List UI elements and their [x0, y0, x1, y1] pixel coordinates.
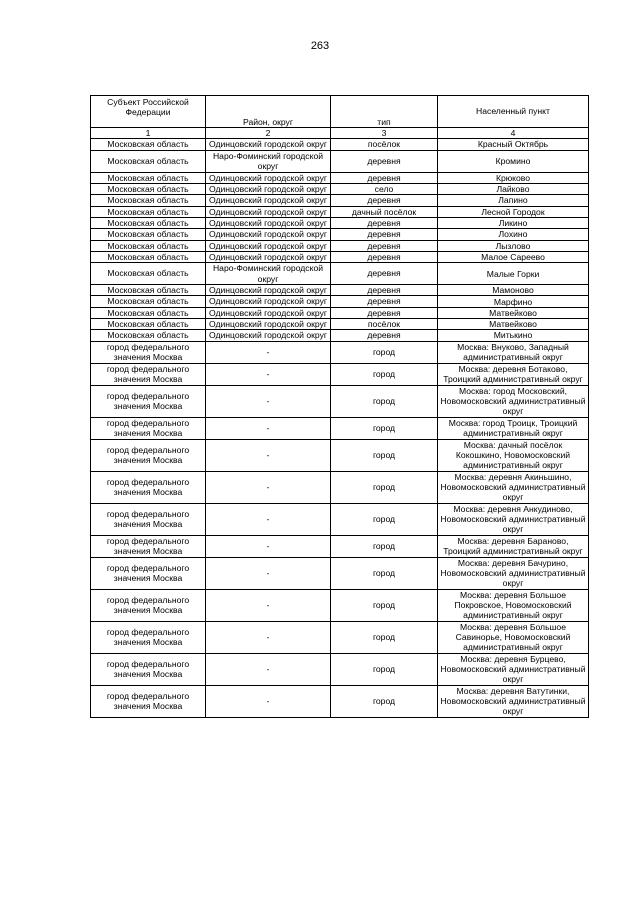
district-cell: Наро-Фоминский городской округ	[206, 263, 331, 285]
table-row	[91, 307, 589, 318]
table-row	[91, 385, 589, 417]
table-row	[91, 229, 589, 240]
table-row	[91, 139, 589, 150]
table-row	[91, 285, 589, 296]
subject-cell: Московская область	[91, 139, 206, 150]
district-cell: Одинцовский городской округ	[206, 251, 331, 262]
subject-cell: Московская область	[91, 206, 206, 217]
subject-cell: город федерального значения Москва	[91, 363, 206, 385]
settlement-cell: Москва: дачный посёлок Кокошкино, Новомосковский административный округ	[438, 439, 589, 471]
page-number: 263	[310, 40, 330, 52]
settlement-cell: Москва: деревня Бурцево, Новомосковский административный округ	[438, 653, 589, 685]
table-row	[91, 183, 589, 194]
subject-cell: город федерального значения Москва	[91, 417, 206, 439]
district-cell: -	[206, 341, 331, 363]
type-cell: деревня	[331, 172, 438, 183]
district-cell: -	[206, 589, 331, 621]
subject-cell: город федерального значения Москва	[91, 341, 206, 363]
district-cell: Одинцовский городской округ	[206, 240, 331, 251]
subject-cell: Московская область	[91, 263, 206, 285]
table-row	[91, 503, 589, 535]
type-cell: город	[331, 557, 438, 589]
subject-cell: Московская область	[91, 217, 206, 228]
settlement-cell: Митькино	[438, 330, 589, 341]
table-row	[91, 417, 589, 439]
district-cell: Наро-Фоминский городской округ	[206, 150, 331, 172]
type-cell: деревня	[331, 195, 438, 206]
type-cell: город	[331, 417, 438, 439]
type-cell: город	[331, 685, 438, 717]
table-row	[91, 471, 589, 503]
type-cell: деревня	[331, 296, 438, 307]
type-cell: деревня	[331, 217, 438, 228]
subject-cell: город федерального значения Москва	[91, 385, 206, 417]
type-cell: город	[331, 439, 438, 471]
district-cell: Одинцовский городской округ	[206, 139, 331, 150]
settlement-cell: Москва: деревня Бачурино, Новомосковский административный округ	[438, 557, 589, 589]
subject-cell: Московская область	[91, 229, 206, 240]
settlement-cell: Лесной Городок	[438, 206, 589, 217]
settlement-cell: Москва: деревня Акиньшино, Новомосковский административный округ	[438, 471, 589, 503]
header-subject: Субъект Российской Федерации	[91, 96, 206, 128]
type-cell: деревня	[331, 330, 438, 341]
type-cell: город	[331, 363, 438, 385]
district-cell: Одинцовский городской округ	[206, 217, 331, 228]
settlement-cell: Красный Октябрь	[438, 139, 589, 150]
district-cell: Одинцовский городской округ	[206, 183, 331, 194]
district-cell: -	[206, 471, 331, 503]
district-cell: Одинцовский городской округ	[206, 285, 331, 296]
column-number: 2	[206, 128, 331, 139]
table-row	[91, 535, 589, 557]
subject-cell: город федерального значения Москва	[91, 589, 206, 621]
table-row	[91, 217, 589, 228]
header-district: Район, округ	[206, 96, 331, 128]
type-cell: деревня	[331, 307, 438, 318]
district-cell: -	[206, 557, 331, 589]
district-cell: -	[206, 417, 331, 439]
type-cell: город	[331, 535, 438, 557]
table-row	[91, 263, 589, 285]
settlement-cell: Лохино	[438, 229, 589, 240]
type-cell: село	[331, 183, 438, 194]
type-cell: деревня	[331, 285, 438, 296]
settlement-cell: Кромино	[438, 150, 589, 172]
table-row	[91, 653, 589, 685]
settlement-cell: Лайково	[438, 183, 589, 194]
settlement-cell: Москва: город Московский, Новомосковский административный округ	[438, 385, 589, 417]
table-row	[91, 172, 589, 183]
district-cell: Одинцовский городской округ	[206, 307, 331, 318]
type-cell: город	[331, 471, 438, 503]
type-cell: город	[331, 653, 438, 685]
type-cell: деревня	[331, 150, 438, 172]
settlement-cell: Матвейково	[438, 307, 589, 318]
subject-cell: Московская область	[91, 251, 206, 262]
type-cell: посёлок	[331, 139, 438, 150]
settlement-cell: Крюково	[438, 172, 589, 183]
subject-cell: город федерального значения Москва	[91, 439, 206, 471]
settlement-cell: Лызлово	[438, 240, 589, 251]
district-cell: -	[206, 363, 331, 385]
subject-cell: Московская область	[91, 172, 206, 183]
type-cell: город	[331, 589, 438, 621]
district-cell: Одинцовский городской округ	[206, 229, 331, 240]
type-cell: город	[331, 341, 438, 363]
settlement-cell: Малые Горки	[438, 263, 589, 285]
district-cell: Одинцовский городской округ	[206, 296, 331, 307]
settlement-cell: Лапино	[438, 195, 589, 206]
type-cell: деревня	[331, 251, 438, 262]
type-cell: дачный посёлок	[331, 206, 438, 217]
settlement-cell: Москва: деревня Ботаково, Троицкий административный округ	[438, 363, 589, 385]
table-row	[91, 330, 589, 341]
settlement-cell: Москва: деревня Ватутинки, Новомосковский административный округ	[438, 685, 589, 717]
settlements-table	[90, 95, 589, 718]
header-type: тип	[331, 96, 438, 128]
table-row	[91, 150, 589, 172]
subject-cell: Московская область	[91, 307, 206, 318]
subject-cell: город федерального значения Москва	[91, 557, 206, 589]
subject-cell: Московская область	[91, 330, 206, 341]
settlement-cell: Марфино	[438, 296, 589, 307]
settlement-cell: Москва: город Троицк, Троицкий административный округ	[438, 417, 589, 439]
settlement-cell: Москва: деревня Большое Покровское, Новомосковский административный округ	[438, 589, 589, 621]
district-cell: -	[206, 621, 331, 653]
district-cell: Одинцовский городской округ	[206, 330, 331, 341]
table-row	[91, 341, 589, 363]
column-number: 4	[438, 128, 589, 139]
type-cell: город	[331, 385, 438, 417]
district-cell: -	[206, 685, 331, 717]
subject-cell: город федерального значения Москва	[91, 685, 206, 717]
table-row	[91, 195, 589, 206]
table-row	[91, 589, 589, 621]
district-cell: Одинцовский городской округ	[206, 172, 331, 183]
table-row	[91, 557, 589, 589]
subject-cell: город федерального значения Москва	[91, 503, 206, 535]
column-number-row	[91, 128, 589, 139]
type-cell: деревня	[331, 263, 438, 285]
district-cell: Одинцовский городской округ	[206, 206, 331, 217]
district-cell: -	[206, 535, 331, 557]
subject-cell: Московская область	[91, 195, 206, 206]
district-cell: -	[206, 503, 331, 535]
type-cell: город	[331, 503, 438, 535]
settlement-cell: Матвейково	[438, 319, 589, 330]
subject-cell: Московская область	[91, 183, 206, 194]
settlement-cell: Москва: деревня Бараново, Троицкий административный округ	[438, 535, 589, 557]
district-cell: -	[206, 439, 331, 471]
header-settlement: Населенный пункт	[438, 96, 589, 128]
subject-cell: Московская область	[91, 150, 206, 172]
table-header-row	[91, 96, 589, 128]
subject-cell: Московская область	[91, 319, 206, 330]
subject-cell: Московская область	[91, 285, 206, 296]
district-cell: Одинцовский городской округ	[206, 195, 331, 206]
subject-cell: Московская область	[91, 296, 206, 307]
column-number: 1	[91, 128, 206, 139]
table-row	[91, 251, 589, 262]
type-cell: посёлок	[331, 319, 438, 330]
settlement-cell: Ликино	[438, 217, 589, 228]
table-row	[91, 240, 589, 251]
settlement-cell: Москва: деревня Большое Савинорье, Новомосковский административный округ	[438, 621, 589, 653]
type-cell: деревня	[331, 240, 438, 251]
table-row	[91, 319, 589, 330]
district-cell: -	[206, 385, 331, 417]
settlement-cell: Малое Сареево	[438, 251, 589, 262]
table-row	[91, 439, 589, 471]
settlement-cell: Москва: деревня Анкудиново, Новомосковский административный округ	[438, 503, 589, 535]
table-row	[91, 685, 589, 717]
column-number: 3	[331, 128, 438, 139]
table-row	[91, 363, 589, 385]
subject-cell: город федерального значения Москва	[91, 653, 206, 685]
subject-cell: Московская область	[91, 240, 206, 251]
subject-cell: город федерального значения Москва	[91, 535, 206, 557]
table-row	[91, 206, 589, 217]
settlement-cell: Мамоново	[438, 285, 589, 296]
type-cell: город	[331, 621, 438, 653]
subject-cell: город федерального значения Москва	[91, 621, 206, 653]
table-row	[91, 621, 589, 653]
district-cell: Одинцовский городской округ	[206, 319, 331, 330]
subject-cell: город федерального значения Москва	[91, 471, 206, 503]
table-row	[91, 296, 589, 307]
settlement-cell: Москва: Внуково, Западный административный округ	[438, 341, 589, 363]
type-cell: деревня	[331, 229, 438, 240]
district-cell: -	[206, 653, 331, 685]
